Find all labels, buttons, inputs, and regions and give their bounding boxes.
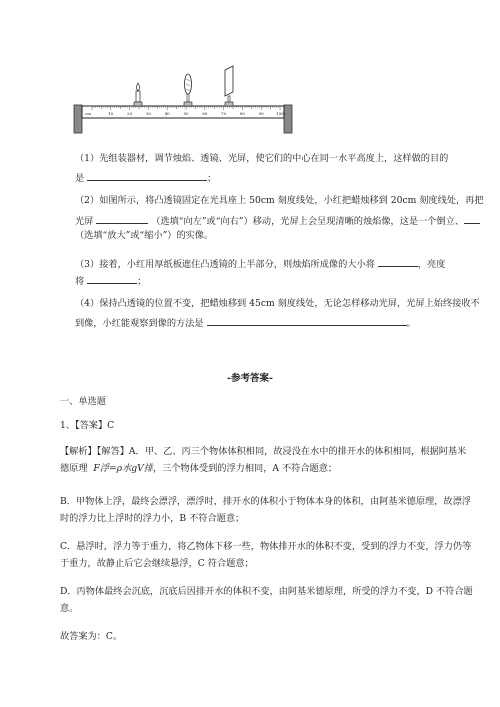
answer-heading: -参考答案- bbox=[227, 373, 273, 384]
q3-line2-prefix: 将 bbox=[75, 276, 85, 287]
q2-size-blank[interactable] bbox=[464, 213, 480, 224]
q3-line2-suffix: ； bbox=[137, 276, 147, 287]
ruler-tick-label: 100 bbox=[276, 111, 284, 116]
q4-line1: （4）保持凸透镜的位置不变，把蜡烛移到 45cm 刻度线处，无论怎样移动光屏，光屏上始终接收不 bbox=[75, 298, 480, 309]
ruler-tick-label: 30 bbox=[145, 111, 151, 116]
q4-method-blank[interactable] bbox=[207, 315, 407, 326]
convex-lens-icon bbox=[184, 74, 192, 106]
q2-direction-blank[interactable] bbox=[96, 213, 148, 224]
analysis-a-line2 bbox=[60, 463, 337, 475]
optical-bench-diagram bbox=[72, 60, 302, 140]
q2-line2 bbox=[75, 213, 480, 228]
q3-brightness-blank[interactable] bbox=[87, 273, 137, 284]
analysis-a-prefix: 德原理 bbox=[60, 463, 88, 474]
buoyancy-formula: F浮=ρ水gV排 bbox=[93, 463, 153, 474]
q1-suffix: ； bbox=[207, 173, 217, 184]
ruler-tick-label: 40 bbox=[164, 111, 170, 116]
ruler-tick-label: 90 bbox=[258, 111, 264, 116]
analysis-d-line2: 意。 bbox=[60, 603, 79, 614]
q4-suffix: 。 bbox=[406, 318, 416, 329]
q1-line1: （1）先组装器材，调节烛焰、透镜、光屏，使它们的中心在同一水平高度上，这样做的目的 bbox=[75, 153, 449, 164]
q3-suffix: ，亮度 bbox=[417, 259, 446, 270]
q2-line1: （2）如图所示，将凸透镜固定在光具座上 50cm 刻度线处，小红把蜡烛移到 20cm 刻度线处，再把 bbox=[75, 195, 484, 206]
q3-line1 bbox=[75, 256, 445, 271]
ruler-tick-label: 20 bbox=[127, 111, 133, 116]
ruler-tick-label: 70 bbox=[221, 111, 227, 116]
left-support bbox=[74, 105, 82, 133]
analysis-b-line1: B．甲物体上浮，最终会漂浮，漂浮时，排开水的体积小于物体本身的体积，由阿基米德原理，故漂浮 bbox=[60, 496, 471, 507]
section-title: 一、单选题 bbox=[60, 396, 106, 407]
right-support bbox=[284, 105, 292, 133]
ruler-unit-label: cm bbox=[85, 111, 92, 116]
q3-size-blank[interactable] bbox=[378, 256, 418, 267]
ruler-tick-label: 10 bbox=[108, 111, 114, 116]
q4-prefix: 到像，小红能观察到像的方法是 bbox=[75, 318, 204, 329]
q3-line2 bbox=[75, 273, 146, 288]
ruler-tick-label: 50 bbox=[183, 111, 189, 116]
analysis-c-line2: 于重力，故静止后它会继续悬浮，C 符合题意； bbox=[60, 558, 254, 569]
q2-middle: （选填“向左”或“向右”）移动，光屏上会呈现清晰的烛焰像，这是一个倒立、 bbox=[151, 216, 465, 227]
q2-prefix: 光屏 bbox=[75, 216, 94, 227]
ruler-tick-label: 60 bbox=[202, 111, 208, 116]
q1-line2 bbox=[75, 170, 216, 185]
analysis-b-line2: 时的浮力比上浮时的浮力小，B 不符合题意； bbox=[60, 513, 245, 524]
q1-answer-blank[interactable] bbox=[87, 170, 207, 181]
analysis-d-line1: D．丙物体最终会沉底，沉底后因排开水的体积不变，由阿基米德原理，所受的浮力不变，D 不符合题 bbox=[60, 586, 473, 597]
analysis-c-line1: C．悬浮时，浮力等于重力，将乙物体下移一些，物体排开水的体积不变，受到的浮力不变，浮力仍等 bbox=[60, 541, 472, 552]
light-screen-icon bbox=[225, 66, 233, 106]
q2-line3: （选填“放大”或“缩小”）的实像。 bbox=[75, 230, 214, 241]
q1-prefix: 是 bbox=[75, 173, 85, 184]
analysis-a-suffix: ，三个物体受到的浮力相同，A 不符合题意； bbox=[152, 463, 338, 474]
candle-icon bbox=[134, 83, 142, 106]
q3-prefix: （3）接着，小红用厚纸板遮住凸透镜的上半部分，则烛焰所成像的大小将 bbox=[75, 259, 375, 270]
analysis-a-line1: 【解析】【解答】A．甲、乙、丙三个物体体积相同，故浸没在水中的排开水的体积相同，根据阿基米 bbox=[60, 446, 467, 457]
conclusion: 故答案为：C。 bbox=[60, 631, 123, 642]
answer-item-1: 1、【答案】C bbox=[60, 420, 115, 431]
q4-line2 bbox=[75, 315, 416, 330]
ruler-tick-label: 80 bbox=[239, 111, 245, 116]
